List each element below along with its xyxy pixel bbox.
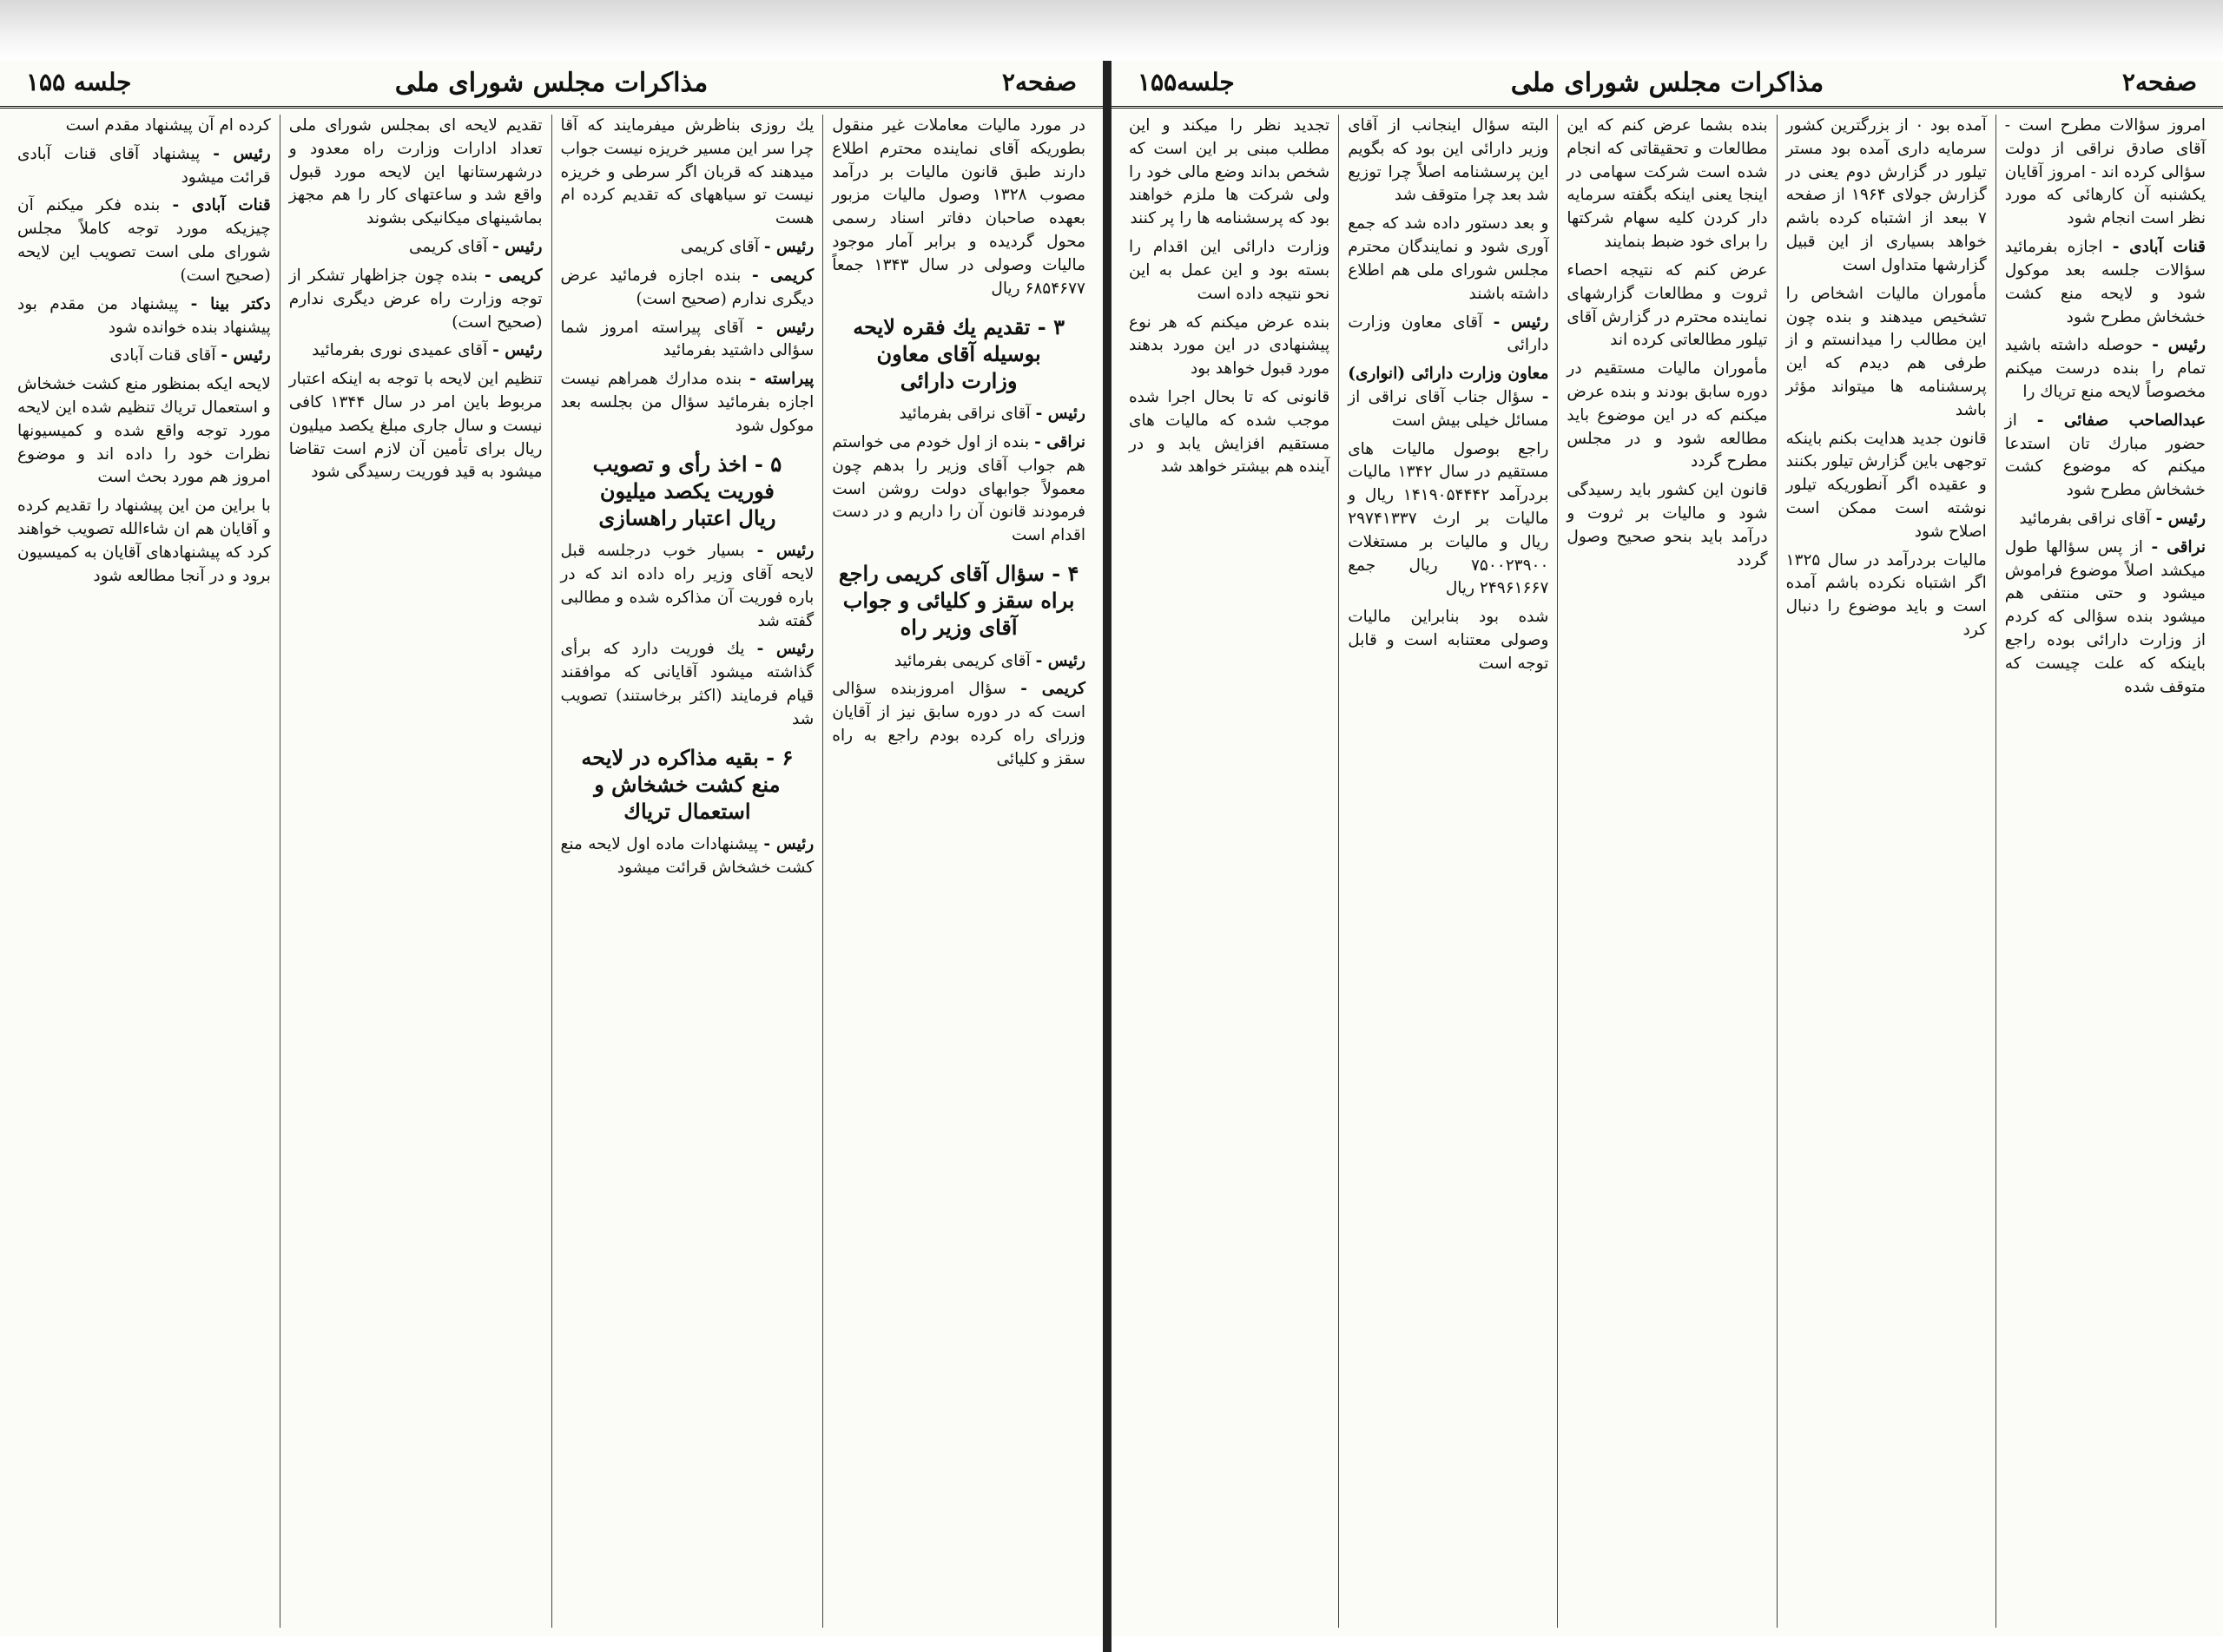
section-heading-line: بوسيله آقاى معاون — [876, 340, 1041, 366]
speaker-name: رئيس - — [1035, 651, 1085, 670]
left-page-header — [0, 61, 1103, 109]
paragraph — [1567, 115, 1767, 254]
paragraph — [1567, 358, 1767, 474]
paragraph-text: از پس سؤالها طول ميكشد اصلاً موضوع فراموش ميشود و حتى منتفى هم ميشود بنده سؤالى كه كردم از وزارت دارائى بوده راجع باينكه كه علت چيست كه متوقف شده — [2004, 537, 2206, 696]
paragraph-text: آقاى نراقى بفرمائيد — [899, 405, 1031, 424]
paragraph-text: سؤال امروزبنده سؤالى است كه در دوره سابق نيز از آقايان وزراى راه كرده بودم راجع به راه سقز و كليائى — [832, 680, 1085, 768]
page-number: صفحه۲ — [2121, 68, 2197, 96]
paragraph-text: پيشنهاد من مقدم بود پيشنهاد بنده خوانده شود — [17, 294, 271, 337]
paragraph-text: تنظيم اين لايحه با توجه به اينكه اعتبار مربوط باين امر در سال ۱۳۴۴ كافى نيست و سال جارى مبلغ يكصد ميليون ريال براى تأمين آن لازم است تقاضا ميشود به قيد فوريت رسيدگى شود — [288, 370, 543, 482]
right-columns — [1120, 115, 2214, 1628]
column — [1777, 115, 1995, 1628]
section-heading-line: ريال اعتبار راهسازى — [598, 504, 776, 530]
speaker-name: كريمى - — [485, 266, 543, 285]
paragraph — [832, 678, 1085, 771]
paragraph-text: يك فوريت دارد كه برأى گذاشته ميشود آقايانى كه موافقند قيام فرمايند (اكثر برخاستند) تصويب شد — [560, 640, 815, 728]
paragraph-text: وزارت دارائى اين اقدام را بسته بود و اين عمل به اين نحو نتيجه داده است — [1128, 238, 1330, 303]
speaker-name: كريمى - — [752, 266, 815, 285]
paragraph-text: قانونى كه تا بحال اجرا شده موجب شده كه ماليات هاى مستقيم افزايش يابد و در آينده هم بيشتر خواهد شد — [1128, 387, 1330, 477]
paragraph-text: قانون جديد هدايت بكنم باينكه توجهى باين گزارش تيلور بكنند و عقيده اگر آنطوريكه تيلور نوشته است ممكن است اصلاح شود — [1785, 429, 1987, 541]
paragraph-text: راجع بوصول ماليات هاى مستقيم در سال ۱۳۴۲ ماليات بردرآمد ۱۴۱۹۰۵۴۴۴۲ ريال و ماليات بر ارث ۲۹۷۴۱۳۳۷ ريال و ماليات بر مستغلات ۷۵۰۰۲۳۹۰۰ ريال جمع ۲۴۹۶۱۶۶۷ ريال — [1348, 439, 1549, 598]
session-label: جلسه۱۵۵ — [1138, 68, 1235, 96]
column — [551, 115, 823, 1628]
column — [9, 115, 280, 1628]
speaker-name: رئيس - — [2155, 510, 2206, 528]
paragraph-text: آقاى نراقى بفرمائيد — [2019, 510, 2151, 528]
speaker-name: رئيس - — [1035, 405, 1085, 424]
paragraph-text: لايحه ايكه بمنظور منع كشت خشخاش و استعمال ترياك تنظيم شده اين لايحه مورد توجه واقع شده و كميسيونها نظرات خود را داده اند و موضوع امروز هم مورد بحث است — [17, 375, 271, 487]
paragraph — [1129, 115, 1329, 231]
paragraph — [289, 265, 543, 334]
speaker-name: رئيس - — [213, 144, 271, 163]
speaker-name: رئيس - — [492, 238, 543, 257]
paragraph — [1348, 438, 1548, 602]
paragraph — [1129, 236, 1329, 306]
page-gutter — [1103, 61, 1112, 1652]
paragraph — [832, 403, 1085, 426]
paragraph — [1129, 312, 1329, 381]
paragraph — [17, 143, 271, 190]
speaker-name: رئيس - — [763, 238, 815, 257]
paragraph — [289, 115, 543, 231]
paragraph-text: سؤال جناب آقاى نراقى از مسائل خيلى بيش است — [1348, 387, 1549, 430]
paragraph — [17, 194, 271, 287]
speaker-name: قنات آبادى - — [172, 196, 271, 215]
scan-top-edge — [0, 0, 2223, 61]
speaker-name: رئيس - — [492, 341, 543, 360]
column — [1995, 115, 2214, 1628]
column — [1557, 115, 1776, 1628]
section-heading-line: ۶ - بقيه مذاكره در لايحه — [581, 744, 794, 770]
paragraph — [17, 495, 271, 588]
paragraph-text: امروز سؤالات مطرح است - آقاى صادق نراقى از دولت سؤالى كرده اند - امروز آقايان يكشنبه آن كارهائى كه مورد نظر است انجام شود — [2004, 116, 2206, 228]
section-heading-line: ۳ - تقديم يك فقره لايحه — [853, 313, 1065, 339]
speaker-name: رئيس - — [1493, 313, 1549, 332]
paragraph — [289, 368, 543, 484]
paragraph-text: بنده فكر ميكنم آن چيزيكه مورد توجه كاملاً مجلس شوراى ملى است تصويب اين لايحه (صحيح است) — [17, 196, 271, 285]
speaker-name: عبدالصاحب صفائى - — [2036, 411, 2206, 430]
paragraph — [832, 431, 1085, 548]
section-heading — [832, 560, 1085, 642]
speaker-name: رئيس - — [755, 318, 815, 337]
paragraph — [561, 236, 815, 260]
speaker-name: نراقى - — [2151, 537, 2206, 556]
speaker-name: كريمى - — [1020, 680, 1085, 699]
section-heading — [561, 744, 815, 826]
paragraph — [289, 339, 543, 363]
paragraph-text: بنده مدارك همراهم نيست اجازه بفرمائيد سؤال من بجلسه بعد موكول شود — [560, 370, 815, 435]
paragraph — [17, 345, 271, 368]
paragraph-text: تقديم لايحه اى بمجلس شوراى ملى تعداد ادارات وزارت راه معدود و درشهرستانها اين لايحه مورد قبول واقع شد و ساعتهاى كار را هم مجهز بماشينهاى ميكانيكى بشوند — [288, 116, 543, 228]
paragraph-text: و بعد دستور داده شد كه جمع آورى شود و نمايندگان محترم مجلس شوراى ملى هم اطلاع داشته باشند — [1348, 214, 1549, 303]
paragraph — [2005, 508, 2206, 531]
paragraph — [1348, 312, 1548, 359]
session-label: جلسه ۱۵۵ — [26, 68, 132, 96]
paragraph-text: در مورد ماليات معاملات غير منقول بطوريكه آقاى نماينده محترم اطلاع دارند طبق قانون ماليات بر درآمد مصوب ۱۳۲۸ وصول ماليات مزبور بعهده صاحبان دفاتر اسناد رسمى محول گرديده و برابر آمار موجود ماليات وصولى در سال ۱۳۴۳ جمعاً ۶۸۵۴۶۷۷ ريال — [832, 116, 1085, 298]
paragraph — [561, 833, 815, 880]
page-title: مذاكرات مجلس شوراى ملى — [1510, 68, 1824, 98]
section-heading-line: وزارت دارائى — [900, 367, 1018, 393]
paragraph — [2005, 410, 2206, 503]
paragraph — [1786, 115, 1987, 278]
paragraph — [17, 293, 271, 340]
paragraph — [2005, 536, 2206, 700]
paragraph-text: كرده ام آن پيشنهاد مقدم است — [65, 116, 271, 135]
paragraph-text: بنده بشما عرض كنم كه اين مطالعات و تحقيقاتى كه انجام شده است شركت سهامى در اينجا يعنى اينكه بگفته سرمايه دار كردن كليه سهام شركتها را براى خود ضبط بنمايند — [1567, 116, 1768, 252]
paragraph-text: بنده اجازه فرمائيد عرض ديگرى ندارم (صحيح است) — [560, 266, 815, 308]
section-heading-line: آقاى وزير راه — [900, 615, 1018, 641]
section-heading-line: استعمال ترياك — [623, 799, 751, 824]
left-columns — [9, 115, 1094, 1628]
speaker-name: قنات آبادى - — [2112, 238, 2206, 257]
speaker-name: رئيس - — [756, 542, 815, 561]
paragraph — [289, 236, 543, 260]
paragraph-text: بنده عرض ميكنم كه هر نوع پيشنهادى در اين مورد بدهند مورد قبول خواهد بود — [1128, 313, 1330, 378]
paragraph-text: شده بود بنابراين ماليات وصولى معتنابه است و قابل توجه است — [1348, 608, 1549, 673]
paragraph-text: يك روزى بناظرش ميفرمايند كه آقا چرا سر اين مسير خريزه نيست جواب ميدهند كه قربان اگر سرطى و خريزه نيست تو سياههاى كه تقديم كرده ام هست — [560, 116, 815, 228]
paragraph-text: مأموران ماليات مستقيم در دوره سابق بودند و بنده عرض ميكنم كه در اين موضوع بايد مطالعه شود و در مجلس مطرح گردد — [1567, 359, 1768, 471]
section-heading — [832, 313, 1085, 395]
paragraph-text: آقاى كريمى بفرمائيد — [894, 651, 1031, 670]
column — [822, 115, 1094, 1628]
paragraph — [2005, 236, 2206, 329]
speaker-name: رئيس - — [221, 346, 271, 365]
paragraph — [1348, 606, 1548, 675]
paragraph — [1786, 283, 1987, 423]
paragraph — [832, 115, 1085, 301]
paragraph — [561, 115, 815, 231]
paragraph-text: بسيار خوب درجلسه قبل لايحه آقاى وزير راه داده اند كه در باره فوريت آن مذاكره شده و مطالبى گفته شد — [560, 542, 815, 630]
paragraph — [1567, 260, 1767, 352]
column — [1120, 115, 1338, 1628]
section-heading-line: براه سقز و كليائى و جواب — [842, 588, 1075, 614]
left-page — [0, 61, 1103, 1636]
paragraph-text: آقاى كريمى — [408, 238, 488, 257]
paragraph — [1129, 386, 1329, 479]
paragraph — [832, 650, 1085, 674]
paragraph-text: بنده از اول خودم مى خواستم هم جواب آقاى وزير را بدهم چون معمولاً جوابهاى دولت روشن است فرمودند قانون آن را داريم و در دست اقدام است — [832, 432, 1085, 545]
right-page — [1112, 61, 2223, 1636]
paragraph — [1786, 428, 1987, 544]
speaker-name: نراقى - — [1034, 432, 1085, 451]
section-heading — [561, 451, 815, 532]
section-heading-line: منع كشت خشخاش و — [594, 771, 781, 797]
paragraph-text: تجديد نظر را ميكند و اين مطلب مبنى بر اين است كه شخص بداند وضع مالى خود را ولى شركت ها ملزم خواهند بود كه پرسشنامه ها را پر كنند — [1128, 116, 1330, 228]
paragraph — [2005, 115, 2206, 231]
speaker-name: دكتر بينا - — [190, 294, 271, 313]
paragraph — [1567, 479, 1767, 572]
paragraph-text: آقاى كريمى — [680, 238, 759, 257]
paragraph — [2005, 334, 2206, 404]
paragraph — [17, 115, 271, 138]
column — [280, 115, 551, 1628]
paragraph-text: آقاى معاون وزارت دارائى — [1348, 313, 1549, 355]
paragraph — [1348, 363, 1548, 432]
paragraph — [1348, 115, 1548, 207]
paragraph-text: عرض كنم كه نتيجه احصاء ثروت و مطالعات گزارشهاى نماينده محترم در گزارش آقاى تيلور مطالعاتى كرده اند — [1567, 260, 1768, 350]
paragraph-text: از حضور مبارك تان استدعا ميكنم كه موضوع كشت خشخاش مطرح شود — [2004, 411, 2206, 500]
paragraph-text: اجازه بفرمائيد سؤالات جلسه بعد موكول شود و لايحه منع كشت خشخاش مطرح شود — [2004, 238, 2206, 326]
speaker-name: رئيس - — [763, 835, 815, 854]
paragraph-text: پيشنهاد آقاى قنات آبادى قرائت ميشود — [17, 144, 271, 187]
paragraph-text: بنده چون جزاظهار تشكر از توجه وزارت راه عرض ديگرى ندارم (صحيح است) — [288, 266, 543, 332]
paragraph-text: پيشنهادات ماده اول لايحه منع كشت خشخاش قرائت ميشود — [560, 835, 815, 877]
paragraph-text: آقاى پيراسته امروز شما سؤالى داشتيد بفرمائيد — [560, 318, 815, 360]
paragraph-text: با براين من اين پيشنهاد را تقديم كرده و آقايان هم ان شاءالله تصويب خواهند كرد كه پيشنهادهاى آقايان به كميسيون برود و در آنجا مطالعه شود — [17, 497, 271, 585]
paragraph-text: البته سؤال اينجانب از آقاى وزير دارائى اين بود كه بگويم اين پرسشنامه اصلاً چرا توزيع شد بعد چرا متوقف شد — [1348, 116, 1549, 205]
speaker-name: معاون وزارت دارائى (انوارى) - — [1348, 365, 1549, 406]
paragraph-text: آقاى عميدى نورى بفرمائيد — [312, 341, 488, 360]
paragraph — [1348, 213, 1548, 306]
paragraph — [561, 540, 815, 633]
paragraph — [561, 638, 815, 731]
paragraph-text: مأموران ماليات اشخاص را تشخيص ميدهند و بنده چون اين مطالب را ميدانستم و از طرفى هم ديدم كه اين پرسشنامه ها ميتواند مؤثر باشد — [1785, 284, 1987, 419]
paragraph — [17, 373, 271, 490]
page-number: صفحه۲ — [1001, 68, 1077, 96]
page-title: مذاكرات مجلس شوراى ملى — [394, 68, 709, 98]
paragraph-text: حوصله داشته باشيد تمام را بنده درست ميكنم مخصوصاً لايحه منع ترياك را — [2004, 336, 2206, 401]
paragraph — [561, 368, 815, 438]
column — [1338, 115, 1557, 1628]
right-page-header — [1112, 61, 2223, 109]
paragraph — [561, 317, 815, 364]
paragraph — [561, 265, 815, 312]
paragraph-text: ماليات بردرآمد در سال ۱۳۲۵ اگر اشتباه نكرده باشم آمده است و بايد موضوع را دنبال كرد — [1785, 550, 1987, 640]
section-heading-line: ۴ - سؤال آقاى كريمى راجع — [838, 560, 1079, 586]
speaker-name: پيراسته - — [749, 370, 815, 389]
speaker-name: رئيس - — [756, 640, 815, 659]
paragraph-text: قانون اين كشور بايد رسيدگى شود و ماليات بر ثروت و درآمد بايد بنحو صحيح وصول گردد — [1567, 481, 1768, 569]
section-heading-line: ۵ - اخذ رأى و تصويب — [592, 451, 782, 477]
paragraph-text: آقاى قنات آبادى — [109, 346, 216, 365]
speaker-name: رئيس - — [2152, 336, 2206, 355]
paragraph — [1786, 550, 1987, 642]
paragraph-text: آمده بود ۰ از بزرگترين كشور سرمايه دارى آمده بود مستر تيلور در گزارش دوم يعنى در گزارش جولاى ۱۹۶۴ از صفحه ۷ ببعد از اشتباه كرده باشم خواهد بسيارى از اين قبيل گزارشها متداول است — [1785, 116, 1987, 274]
section-heading-line: فوريت يكصد ميليون — [599, 477, 775, 503]
